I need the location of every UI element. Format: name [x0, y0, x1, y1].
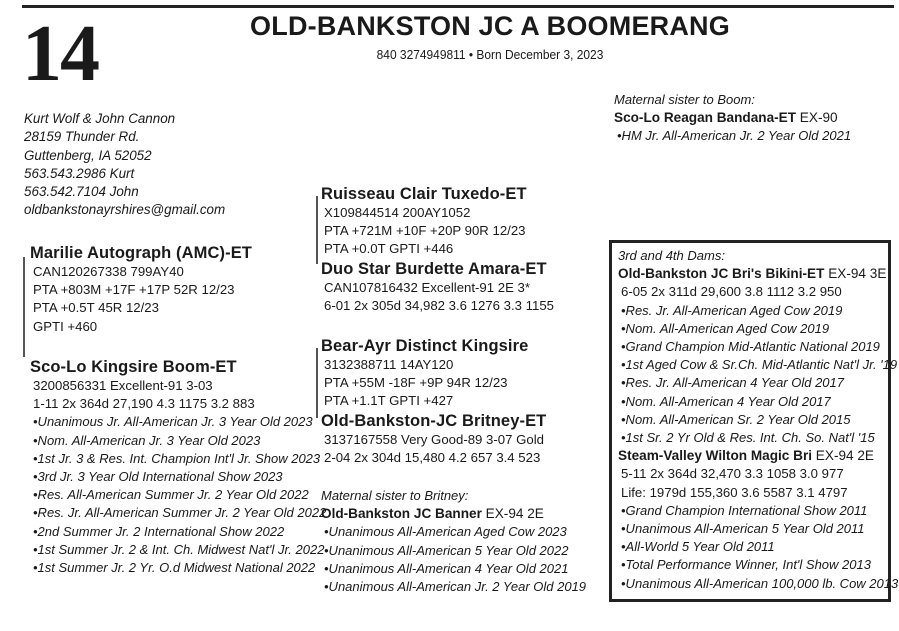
- owner-line: Guttenberg, IA 52052: [24, 147, 152, 163]
- note-heading: Maternal sister to Boom:: [614, 92, 755, 107]
- achievement: •Nom. All-American Aged Cow 2019: [621, 320, 830, 336]
- sire-detail: PTA +803M +17F +17P 52R 12/23: [33, 282, 235, 298]
- dam-detail: 3200856331 Excellent-91 3-03: [33, 378, 213, 393]
- sire-sire-detail: X109844514 200AY1052: [324, 205, 471, 220]
- top-rule: [22, 5, 894, 8]
- sire-dam-name: Duo Star Burdette Amara-ET: [321, 260, 547, 278]
- dam4-life-record: Life: 1979d 155,360 3.6 5587 3.1 4797: [621, 484, 848, 500]
- dam3-name: Old-Bankston JC Bri's Bikini-ET: [618, 266, 825, 282]
- dam3-record: 6-05 2x 311d 29,600 3.8 1112 3.2 950: [621, 284, 842, 300]
- animal-title: OLD-BANKSTON JC A BOOMERANG: [250, 11, 730, 41]
- sire-dam-detail: CAN107816432 Excellent-91 2E 3*: [324, 280, 531, 295]
- dam-dam-block: [321, 411, 546, 467]
- owner-email: oldbankstonayrshires@gmail.com: [24, 202, 226, 218]
- owner-line: 563.543.2986 Kurt: [24, 165, 135, 181]
- achievement: •All-World 5 Year Old 2011: [621, 539, 775, 555]
- achievement: •Unanimous All-American Jr. 2 Year Old 2019: [324, 579, 587, 595]
- dam-sire-detail: 3132388711 14AY120: [324, 357, 454, 372]
- dam-sire-name: Bear-Ayr Distinct Kingsire: [321, 337, 529, 355]
- maternal-sister-boom: [614, 91, 851, 146]
- owner-line: Kurt Wolf & John Cannon: [24, 111, 176, 126]
- dam-sire-detail: PTA +55M -18F +9P 94R 12/23: [324, 375, 508, 391]
- sire-dam-block: [321, 259, 554, 315]
- achievement: •Res. Jr. All-American 4 Year Old 2017: [621, 375, 844, 391]
- sire-dam-record: 6-01 2x 305d 34,982 3.6 1276 3.3 1155: [324, 298, 555, 314]
- lot-number: 14: [22, 10, 98, 98]
- note-heading: Maternal sister to Britney:: [321, 488, 469, 503]
- achievement: •HM Jr. All-American Jr. 2 Year Old 2021: [617, 128, 852, 144]
- dam4-record: 5-11 2x 364d 32,470 3.3 1058 3.0 977: [621, 466, 844, 482]
- achievement: •Unanimous All-American 5 Year Old 2011: [621, 521, 865, 537]
- pedigree-bracket: [316, 348, 318, 418]
- owner-line: 28159 Thunder Rd.: [24, 129, 140, 145]
- achievement: •Nom. All-American Jr. 3 Year Old 2023: [33, 432, 261, 448]
- dam-record: 1-11 2x 364d 27,190 4.3 1175 3.2 883: [33, 396, 255, 412]
- achievement: •1st Jr. 3 & Res. Int. Champion Int'l Jr. Show 2023: [33, 450, 321, 466]
- dam-sire-detail: PTA +1.1T GPTI +427: [324, 393, 454, 409]
- achievement: •Grand Champion International Show 2011: [621, 502, 868, 518]
- sister-score: EX-90: [796, 110, 838, 126]
- sire-sire-detail: PTA +0.0T GPTI +446: [324, 241, 454, 257]
- achievement: •Unanimous All-American Aged Cow 2023: [324, 524, 567, 540]
- achievement: •Unanimous All-American 4 Year Old 2021: [324, 560, 569, 576]
- pedigree-bracket: [316, 196, 318, 264]
- achievement: •1st Summer Jr. 2 Yr. O.d Midwest National 2022: [33, 560, 316, 576]
- sister-name: Sco-Lo Reagan Bandana-ET: [614, 110, 797, 126]
- pedigree-bracket: [23, 257, 25, 357]
- sire-detail: GPTI +460: [33, 318, 98, 334]
- box-heading: 3rd and 4th Dams:: [618, 248, 725, 263]
- sire-sire-detail: PTA +721M +10F +20P 90R 12/23: [324, 223, 526, 239]
- sister-score: EX-94 2E: [481, 506, 544, 522]
- achievement: •Res. Jr. All-American Summer Jr. 2 Year Old 2022: [33, 505, 327, 521]
- sire-name: Marilie Autograph (AMC)-ET: [30, 244, 252, 262]
- third-fourth-dams: [618, 247, 898, 593]
- owner-line: 563.542.7104 John: [24, 184, 139, 200]
- achievement: •Unanimous Jr. All-American Jr. 3 Year Old 2023: [33, 414, 313, 430]
- achievement: •Res. All-American Summer Jr. 2 Year Old 2022: [33, 487, 309, 503]
- achievement: •1st Aged Cow & Sr.Ch. Mid-Atlantic Nat'l Jr. '19: [621, 357, 898, 373]
- dam-name: Sco-Lo Kingsire Boom-ET: [30, 358, 237, 376]
- sire-sire-block: [321, 184, 527, 259]
- dam4-name: Steam-Valley Wilton Magic Bri: [618, 448, 813, 464]
- sire-block: [30, 243, 252, 336]
- achievement: •Nom. All-American Sr. 2 Year Old 2015: [621, 411, 851, 427]
- achievement: •Grand Champion Mid-Atlantic National 2019: [621, 339, 880, 355]
- achievement: •1st Sr. 2 Yr Old & Res. Int. Ch. So. Nat'l '15: [621, 430, 875, 446]
- owner-block: [24, 110, 225, 220]
- achievement: •Nom. All-American 4 Year Old 2017: [621, 393, 831, 409]
- dam-dam-record: 2-04 2x 304d 15,480 4.2 657 3.4 523: [324, 450, 541, 466]
- achievement: •Unanimous All-American 5 Year Old 2022: [324, 542, 569, 558]
- dam4-score: EX-94 2E: [812, 448, 874, 464]
- registration-line: 840 3274949811 • Born December 3, 2023: [376, 47, 604, 62]
- achievement: •3rd Jr. 3 Year Old International Show 2023: [33, 469, 283, 485]
- sire-detail: PTA +0.5T 45R 12/23: [33, 300, 159, 316]
- maternal-sister-britney: [321, 487, 586, 596]
- dam3-score: EX-94 3E: [824, 266, 887, 282]
- achievement: •2nd Summer Jr. 2 International Show 2022: [33, 523, 285, 539]
- sister-name: Old-Bankston JC Banner: [321, 506, 482, 522]
- sire-detail: CAN120267338 799AY40: [33, 264, 184, 279]
- dam-dam-detail: 3137167558 Very Good-89 3-07 Gold: [324, 432, 544, 447]
- dam-sire-block: [321, 336, 528, 411]
- achievement: •Total Performance Winner, Int'l Show 2013: [621, 557, 871, 573]
- achievement: •1st Summer Jr. 2 & Int. Ch. Midwest Nat'l Jr. 2022: [33, 541, 325, 557]
- dam-block: [30, 357, 326, 577]
- achievement: •Res. Jr. All-American Aged Cow 2019: [621, 302, 843, 318]
- dam-dam-name: Old-Bankston-JC Britney-ET: [321, 412, 547, 430]
- sire-sire-name: Ruisseau Clair Tuxedo-ET: [321, 185, 527, 203]
- achievement: •Unanimous All-American 100,000 lb. Cow 2013: [621, 575, 899, 591]
